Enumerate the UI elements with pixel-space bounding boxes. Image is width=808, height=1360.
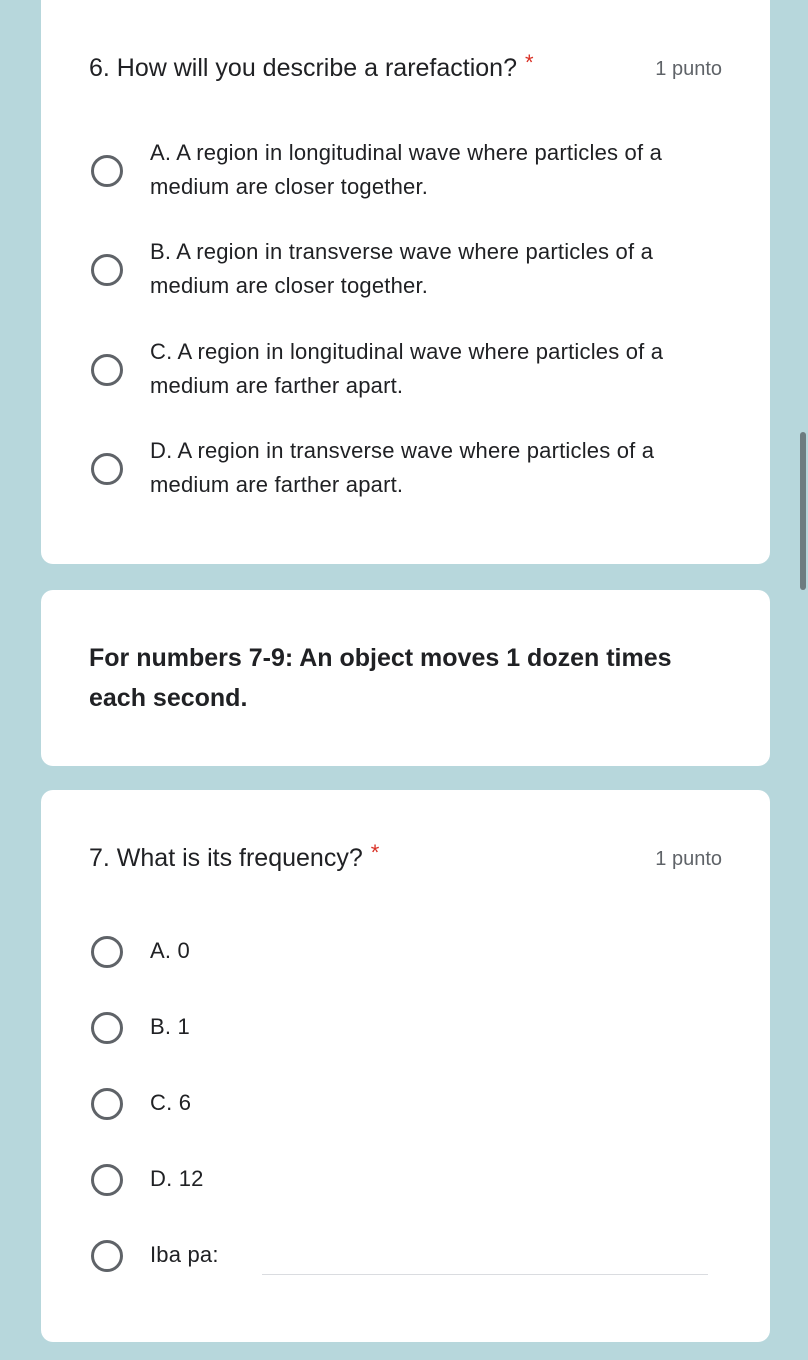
question-6-points: 1 punto bbox=[655, 58, 722, 80]
option-b-label[interactable]: B. 1 bbox=[150, 1014, 190, 1039]
radio-option-b[interactable] bbox=[91, 254, 123, 286]
radio-option-b[interactable] bbox=[91, 1012, 123, 1044]
other-text-input[interactable] bbox=[262, 1274, 708, 1275]
radio-option-d[interactable] bbox=[91, 453, 123, 485]
required-mark: * bbox=[524, 50, 534, 75]
radio-option-c[interactable] bbox=[91, 354, 123, 386]
option-b-label[interactable]: B. A region in transverse wave where particles of a medium are closer together. bbox=[150, 239, 654, 298]
option-d-label[interactable]: D. 12 bbox=[150, 1166, 204, 1191]
radio-option-a[interactable] bbox=[91, 936, 123, 968]
scrollbar[interactable] bbox=[800, 432, 806, 590]
question-6-card bbox=[41, 0, 770, 564]
question-7-points: 1 punto bbox=[655, 848, 722, 870]
question-6-title bbox=[89, 52, 534, 85]
question-7-card bbox=[41, 790, 770, 1342]
option-other-label[interactable]: Iba pa: bbox=[150, 1242, 219, 1267]
option-d-label[interactable]: D. A region in transverse wave where particles of a medium are farther apart. bbox=[150, 438, 655, 497]
option-c-label[interactable]: C. A region in longitudinal wave where particles of a medium are farther apart. bbox=[150, 339, 664, 398]
section-info-card bbox=[41, 590, 770, 766]
option-a-label[interactable]: A. 0 bbox=[150, 938, 190, 963]
radio-option-a[interactable] bbox=[91, 155, 123, 187]
section-info-text: For numbers 7-9: An object moves 1 dozen times each second. bbox=[89, 644, 672, 712]
option-a-label[interactable]: A. A region in longitudinal wave where particles of a medium are closer together. bbox=[150, 140, 663, 199]
option-c-label[interactable]: C. 6 bbox=[150, 1090, 192, 1115]
question-7-title-text: 7. What is its frequency? bbox=[89, 844, 363, 872]
radio-option-other[interactable] bbox=[91, 1240, 123, 1272]
question-7-title bbox=[89, 842, 379, 875]
question-6-title-text: 6. How will you describe a rarefaction? bbox=[89, 54, 517, 82]
required-mark: * bbox=[370, 840, 380, 865]
radio-option-d[interactable] bbox=[91, 1164, 123, 1196]
radio-option-c[interactable] bbox=[91, 1088, 123, 1120]
